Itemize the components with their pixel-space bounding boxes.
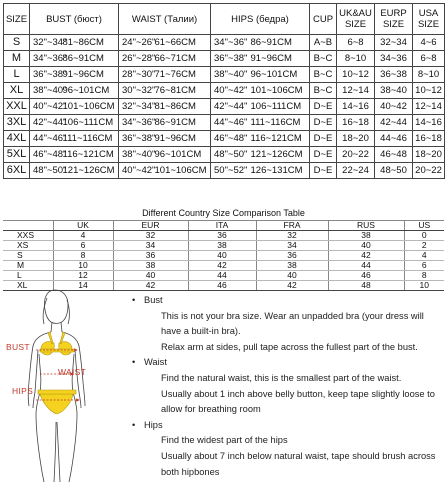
bust-title: Bust	[144, 295, 163, 305]
size-chart-row	[4, 131, 445, 147]
cell-hips-inch: 40"~42"	[211, 83, 249, 99]
cell-hips-inch: 38"~40"	[211, 67, 249, 83]
cell-uk-au: 20~22	[337, 147, 375, 163]
comparison-cell-uk: 10	[53, 261, 113, 271]
cell-waist-inch: 24"~26"	[119, 35, 153, 51]
comparison-cell-eur: 34	[113, 241, 188, 251]
cell-bust-cm: 81~86CM	[61, 35, 119, 51]
cell-waist-cm: 61~66CM	[153, 35, 211, 51]
hips-title: Hips	[144, 419, 163, 430]
cell-cup: D~E	[310, 163, 337, 179]
cell-waist-cm: 96~101CM	[153, 147, 211, 163]
cell-bust-cm: 116~121CM	[61, 147, 119, 163]
cell-waist-inch: 40"~42"	[119, 163, 153, 179]
cell-bust-inch: 36"~38"	[30, 67, 61, 83]
hips-line-2: Usually about 7 inch below natural waist, tape should brush across	[161, 450, 436, 461]
comparison-cell-fra: 40	[256, 271, 328, 281]
comparison-cell-eur: 36	[113, 251, 188, 261]
cell-cup: B~C	[310, 51, 337, 67]
comparison-cell-rus: 44	[328, 261, 404, 271]
comparison-cell-fra: 42	[256, 281, 328, 291]
cell-bust-cm: 96~101CM	[61, 83, 119, 99]
waist-section-title	[132, 355, 444, 371]
size-chart-row	[4, 163, 445, 179]
bullet-icon: •	[132, 295, 136, 305]
cell-hips-cm: 116~121CM	[249, 131, 310, 147]
comparison-cell-fra: 34	[256, 241, 328, 251]
cell-waist-inch: 30"~32"	[119, 83, 153, 99]
cell-uk-au: 14~16	[337, 99, 375, 115]
comparison-cell-rus: 48	[328, 281, 404, 291]
comparison-cell-size: XS	[3, 241, 53, 251]
cell-waist-cm: 101~106CM	[153, 163, 211, 179]
header-cup: CUP	[310, 4, 337, 35]
cell-hips-cm: 106~111CM	[249, 99, 310, 115]
bullet-icon: •	[132, 419, 136, 430]
cell-hips-cm: 96~101CM	[249, 67, 310, 83]
cell-waist-cm: 71~76CM	[153, 67, 211, 83]
bullet-icon: •	[132, 357, 136, 368]
comparison-header-fra: FRA	[256, 221, 328, 231]
cell-uk-au: 16~18	[337, 115, 375, 131]
size-chart-row	[4, 115, 445, 131]
hips-line-1: Find the widest part of the hips	[161, 435, 288, 446]
cell-usa: 14~16	[413, 115, 445, 131]
cell-uk-au: 18~20	[337, 131, 375, 147]
cell-usa: 16~18	[413, 131, 445, 147]
figure-label-waist: WAIST	[58, 367, 87, 377]
size-chart-row	[4, 83, 445, 99]
comparison-cell-us: 2	[404, 241, 444, 251]
comparison-header-uk: UK	[53, 221, 113, 231]
comparison-cell-fra: 36	[256, 251, 328, 261]
cell-waist-cm: 86~91CM	[153, 115, 211, 131]
cell-usa: 8~10	[413, 67, 445, 83]
comparison-cell-rus: 38	[328, 231, 404, 241]
cell-eurp: 44~46	[375, 131, 413, 147]
cell-eurp: 46~48	[375, 147, 413, 163]
body-measurement-figure	[2, 288, 122, 484]
cell-size: 3XL	[4, 115, 30, 131]
cell-size: L	[4, 67, 30, 83]
cell-size: 5XL	[4, 147, 30, 163]
comparison-row	[3, 241, 444, 251]
hips-line-3: both hipbones	[161, 466, 220, 477]
comparison-header-row	[3, 221, 444, 231]
cell-usa: 20~22	[413, 163, 445, 179]
cell-eurp: 34~36	[375, 51, 413, 67]
cell-bust-cm: 121~126CM	[61, 163, 119, 179]
cell-waist-cm: 66~71CM	[153, 51, 211, 67]
size-chart-row	[4, 99, 445, 115]
header-size: SIZE	[4, 4, 30, 35]
cell-bust-inch: 32"~34"	[30, 35, 61, 51]
cell-usa: 18~20	[413, 147, 445, 163]
cell-eurp: 42~44	[375, 115, 413, 131]
cell-hips-cm: 86~91CM	[249, 35, 310, 51]
cell-bust-cm: 106~111CM	[61, 115, 119, 131]
cell-usa: 6~8	[413, 51, 445, 67]
comparison-header-blank	[3, 221, 53, 231]
comparison-cell-us: 0	[404, 231, 444, 241]
comparison-cell-ita: 44	[188, 271, 256, 281]
cell-bust-cm: 111~116CM	[61, 131, 119, 147]
comparison-header-rus: RUS	[328, 221, 404, 231]
bust-line-3: Relax arm at sides, pull tape across the fullest part of the bust.	[161, 341, 418, 352]
cell-uk-au: 10~12	[337, 67, 375, 83]
cell-waist-cm: 76~81CM	[153, 83, 211, 99]
cell-size: S	[4, 35, 30, 51]
comparison-cell-rus: 40	[328, 241, 404, 251]
comparison-cell-eur: 38	[113, 261, 188, 271]
waist-line-3: allow for breathing room	[161, 404, 261, 415]
cell-hips-inch: 46"~48"	[211, 131, 249, 147]
comparison-cell-eur: 42	[113, 281, 188, 291]
comparison-header-eur: EUR	[113, 221, 188, 231]
cell-cup: D~E	[310, 131, 337, 147]
cell-size: 6XL	[4, 163, 30, 179]
comparison-table	[3, 220, 444, 291]
comparison-cell-eur: 32	[113, 231, 188, 241]
cell-bust-cm: 86~91CM	[61, 51, 119, 67]
cell-eurp: 48~50	[375, 163, 413, 179]
comparison-cell-uk: 6	[53, 241, 113, 251]
size-chart-table	[3, 3, 445, 179]
cell-eurp: 38~40	[375, 83, 413, 99]
cell-waist-inch: 32"~34"	[119, 99, 153, 115]
cell-bust-cm: 101~106CM	[61, 99, 119, 115]
header-bust: BUST (бюст)	[30, 4, 119, 35]
waist-line-1: Find the natural waist, this is the smallest part of the waist.	[161, 372, 402, 383]
cell-hips-inch: 34"~36"	[211, 35, 249, 51]
comparison-header-us: US	[404, 221, 444, 231]
comparison-row	[3, 261, 444, 271]
cell-eurp: 32~34	[375, 35, 413, 51]
cell-hips-cm: 126~131CM	[249, 163, 310, 179]
comparison-cell-ita: 42	[188, 261, 256, 271]
cell-size: XL	[4, 83, 30, 99]
cell-waist-inch: 34"~36"	[119, 115, 153, 131]
comparison-cell-ita: 40	[188, 251, 256, 261]
bust-line-1: This is not your bra size. Wear an unpadded bra (your dress will	[161, 310, 424, 321]
comparison-row	[3, 231, 444, 241]
cell-bust-inch: 46"~48"	[30, 147, 61, 163]
cell-size: 4XL	[4, 131, 30, 147]
cell-eurp: 36~38	[375, 67, 413, 83]
cell-uk-au: 8~10	[337, 51, 375, 67]
header-usa-size: USA SIZE	[413, 4, 445, 35]
comparison-cell-us: 10	[404, 281, 444, 291]
cell-hips-inch: 50"~52"	[211, 163, 249, 179]
cell-waist-inch: 26"~28"	[119, 51, 153, 67]
cell-eurp: 40~42	[375, 99, 413, 115]
cell-waist-cm: 91~96CM	[153, 131, 211, 147]
comparison-cell-us: 4	[404, 251, 444, 261]
figure-label-hips: HIPS	[12, 386, 34, 396]
cell-bust-inch: 34"~36"	[30, 51, 61, 67]
cell-bust-inch: 48"~50"	[30, 163, 61, 179]
cell-hips-cm: 111~116CM	[249, 115, 310, 131]
comparison-cell-rus: 42	[328, 251, 404, 261]
cell-waist-cm: 81~86CM	[153, 99, 211, 115]
cell-bust-cm: 91~96CM	[61, 67, 119, 83]
comparison-cell-ita: 36	[188, 231, 256, 241]
cell-bust-inch: 42"~44"	[30, 115, 61, 131]
comparison-cell-size: XXS	[3, 231, 53, 241]
comparison-header-ita: ITA	[188, 221, 256, 231]
bust-line-2: have a built-in bra).	[161, 326, 241, 337]
measurement-instructions	[132, 293, 444, 480]
cell-size: XXL	[4, 99, 30, 115]
header-eurp-size: EURP SIZE	[375, 4, 413, 35]
comparison-cell-ita: 38	[188, 241, 256, 251]
comparison-row	[3, 251, 444, 261]
waist-line-2: Usually about 1 inch above belly button, keep tape slightly loose to	[161, 388, 435, 399]
comparison-cell-us: 6	[404, 261, 444, 271]
bust-section-title	[132, 293, 444, 309]
cell-cup: B~C	[310, 83, 337, 99]
cell-bust-inch: 38"~40"	[30, 83, 61, 99]
comparison-cell-fra: 38	[256, 261, 328, 271]
comparison-cell-uk: 14	[53, 281, 113, 291]
cell-usa: 4~6	[413, 35, 445, 51]
cell-cup: D~E	[310, 147, 337, 163]
comparison-cell-size: XL	[3, 281, 53, 291]
cell-waist-inch: 38"~40"	[119, 147, 153, 163]
cell-uk-au: 6~8	[337, 35, 375, 51]
comparison-cell-rus: 46	[328, 271, 404, 281]
cell-uk-au: 22~24	[337, 163, 375, 179]
comparison-row	[3, 271, 444, 281]
comparison-cell-us: 8	[404, 271, 444, 281]
cell-uk-au: 12~14	[337, 83, 375, 99]
comparison-table-title: Different Country Size Comparison Table	[142, 208, 305, 218]
cell-hips-cm: 121~126CM	[249, 147, 310, 163]
cell-cup: D~E	[310, 115, 337, 131]
header-uk-au-size: UK&AU SIZE	[337, 4, 375, 35]
cell-usa: 10~12	[413, 83, 445, 99]
cell-size: M	[4, 51, 30, 67]
figure-label-bust: BUST	[6, 342, 30, 352]
comparison-cell-size: M	[3, 261, 53, 271]
hips-section-title	[132, 418, 444, 434]
cell-waist-inch: 36"~38"	[119, 131, 153, 147]
comparison-cell-uk: 4	[53, 231, 113, 241]
cell-waist-inch: 28"~30"	[119, 67, 153, 83]
cell-hips-inch: 44"~46"	[211, 115, 249, 131]
size-chart-row	[4, 147, 445, 163]
cell-hips-inch: 48"~50"	[211, 147, 249, 163]
cell-hips-inch: 42"~44"	[211, 99, 249, 115]
comparison-cell-ita: 46	[188, 281, 256, 291]
comparison-cell-size: S	[3, 251, 53, 261]
comparison-cell-uk: 8	[53, 251, 113, 261]
cell-hips-inch: 36"~38"	[211, 51, 249, 67]
comparison-cell-size: L	[3, 271, 53, 281]
size-chart-row	[4, 67, 445, 83]
comparison-cell-fra: 32	[256, 231, 328, 241]
cell-bust-inch: 40"~42"	[30, 99, 61, 115]
size-chart-row	[4, 35, 445, 51]
size-chart-row	[4, 51, 445, 67]
size-chart-header-row	[4, 4, 445, 35]
comparison-cell-uk: 12	[53, 271, 113, 281]
cell-hips-cm: 91~96CM	[249, 51, 310, 67]
comparison-cell-eur: 40	[113, 271, 188, 281]
header-waist: WAIST (Талии)	[119, 4, 211, 35]
header-hips: HIPS (бедра)	[211, 4, 310, 35]
cell-cup: A~B	[310, 35, 337, 51]
cell-cup: B~C	[310, 67, 337, 83]
cell-cup: D~E	[310, 99, 337, 115]
cell-bust-inch: 44"~46"	[30, 131, 61, 147]
waist-title: Waist	[144, 357, 167, 368]
cell-usa: 12~14	[413, 99, 445, 115]
cell-hips-cm: 101~106CM	[249, 83, 310, 99]
